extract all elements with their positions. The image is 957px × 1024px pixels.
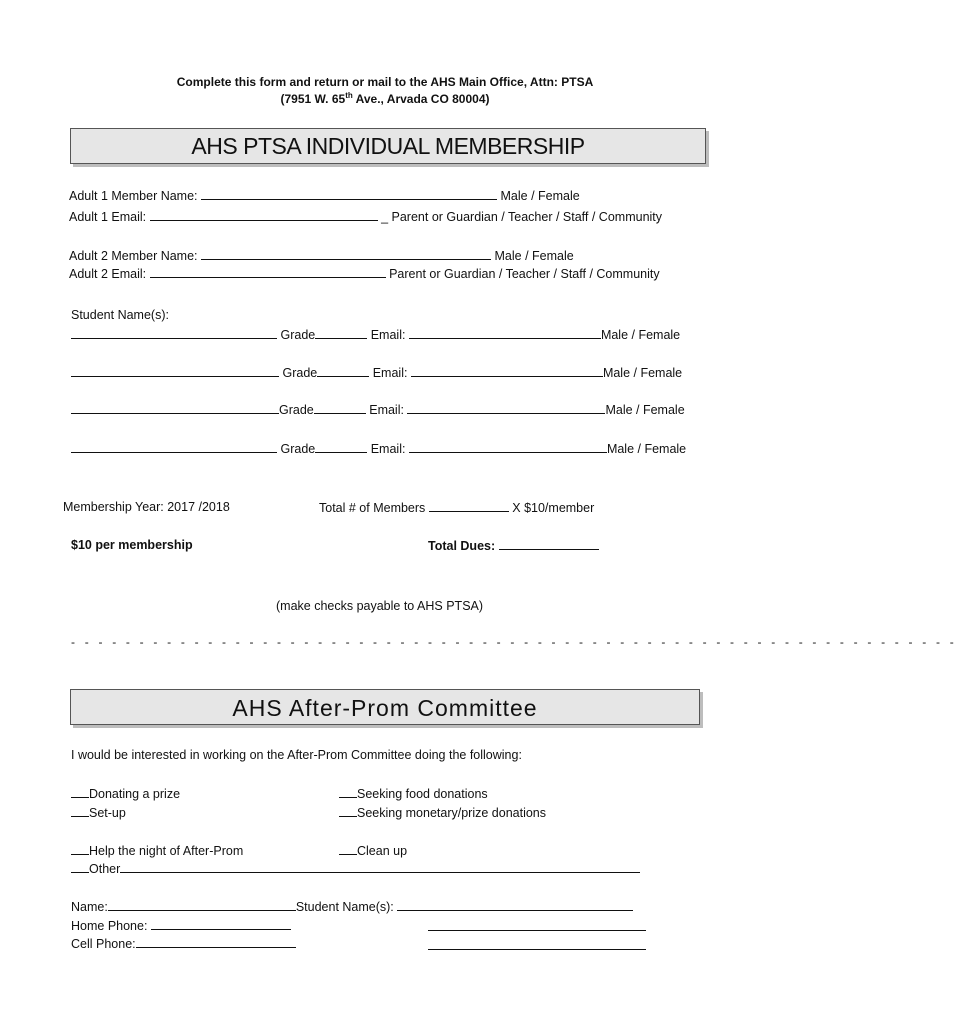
student-email-field[interactable]	[407, 402, 605, 414]
per-membership-note: $10 per membership	[71, 538, 193, 552]
option-label: Help the night of After-Prom	[89, 844, 244, 858]
grade-field[interactable]	[315, 441, 367, 453]
contact-name-row	[71, 899, 633, 914]
home-phone-row	[71, 918, 291, 933]
student-names-line-3[interactable]	[428, 949, 646, 950]
address-post: Ave., Arvada CO 80004)	[352, 92, 490, 106]
other-field[interactable]	[120, 861, 640, 873]
option-label: Other	[89, 862, 121, 876]
grade-label: Grade	[280, 328, 316, 342]
student-email-field[interactable]	[409, 327, 601, 339]
instructions-line-1: Complete this form and return or mail to the AHS Main Office, Attn: PTSA	[176, 75, 594, 89]
adult2-name-label: Adult 2 Member Name:	[69, 249, 198, 263]
membership-title: AHS PTSA INDIVIDUAL MEMBERSHIP	[191, 133, 585, 159]
grade-field[interactable]	[314, 402, 366, 414]
adult2-email-label: Adult 2 Email:	[69, 267, 147, 281]
option-checkline[interactable]	[71, 861, 89, 873]
option-night-of	[71, 843, 243, 858]
option-label: Seeking monetary/prize donations	[357, 806, 547, 820]
student-row	[71, 365, 682, 380]
cut-line-divider: - - - - - - - - - - - - - - - - - - - - - - - - - - - - - - - - - - - - - - - - - - - - - - - - - - - - - - - - - - - - - - - - -	[71, 635, 957, 649]
student-names-field[interactable]	[397, 899, 633, 911]
option-checkline[interactable]	[339, 805, 357, 817]
checks-note: (make checks payable to AHS PTSA)	[276, 599, 484, 613]
student-gender: Male / Female	[600, 328, 681, 342]
adult2-name-field[interactable]	[201, 248, 491, 260]
instructions-line-2	[0, 91, 770, 106]
afterprom-title: AHS After-Prom Committee	[232, 695, 538, 721]
adult2-name-row	[69, 248, 574, 263]
email-label: Email:	[369, 403, 404, 417]
name-field[interactable]	[108, 899, 296, 911]
option-label: Set-up	[89, 806, 126, 820]
option-cleanup	[339, 843, 407, 858]
adult1-email-label: Adult 1 Email:	[69, 210, 147, 224]
student-row	[71, 441, 686, 456]
student-name-field[interactable]	[71, 327, 277, 339]
adult1-gender: Male / Female	[500, 189, 580, 203]
adult1-name-row	[69, 188, 580, 203]
student-name-field[interactable]	[71, 365, 279, 377]
option-label: Seeking food donations	[357, 787, 488, 801]
cell-phone-field[interactable]	[136, 936, 296, 948]
adult2-gender: Male / Female	[494, 249, 574, 263]
student-row	[71, 402, 685, 417]
rate-label: X $10/member	[512, 501, 595, 515]
student-name-field[interactable]	[71, 441, 277, 453]
total-dues-row	[428, 538, 599, 553]
membership-title-banner	[70, 128, 706, 164]
student-email-field[interactable]	[411, 365, 603, 377]
grade-field[interactable]	[315, 327, 367, 339]
option-checkline[interactable]	[71, 843, 89, 855]
cell-phone-row	[71, 936, 296, 951]
adult1-name-field[interactable]	[201, 188, 497, 200]
afterprom-title-banner	[70, 689, 700, 725]
email-label: Email:	[370, 328, 406, 342]
adult1-name-label: Adult 1 Member Name:	[69, 189, 198, 203]
option-food-donations	[339, 786, 488, 801]
address-sup: th	[345, 91, 353, 100]
total-members-label: Total # of Members	[319, 501, 426, 515]
home-phone-field[interactable]	[151, 918, 291, 930]
adult1-email-row	[69, 209, 662, 224]
option-other	[71, 861, 640, 876]
grade-label: Grade	[282, 366, 318, 380]
student-name-field[interactable]	[71, 402, 279, 414]
option-label: Clean up	[357, 844, 408, 858]
adult2-email-field[interactable]	[150, 266, 386, 278]
student-row	[71, 327, 680, 342]
cell-phone-label: Cell Phone:	[71, 937, 136, 951]
student-gender: Male / Female	[602, 366, 683, 380]
option-setup	[71, 805, 126, 820]
adult1-email-field[interactable]	[150, 209, 378, 221]
total-members-field[interactable]	[429, 500, 509, 512]
student-gender: Male / Female	[605, 403, 685, 417]
option-label: Donating a prize	[89, 787, 181, 801]
adult2-email-row	[69, 266, 660, 281]
grade-field[interactable]	[317, 365, 369, 377]
adult2-role: Parent or Guardian / Teacher / Staff / Community	[389, 267, 660, 281]
student-names-line-2[interactable]	[428, 930, 646, 931]
option-checkline[interactable]	[339, 843, 357, 855]
total-members-row	[319, 500, 594, 515]
total-dues-label: Total Dues:	[428, 539, 496, 553]
option-checkline[interactable]	[339, 786, 357, 798]
total-dues-field[interactable]	[499, 538, 599, 550]
option-checkline[interactable]	[71, 805, 89, 817]
grade-label: Grade	[280, 442, 316, 456]
student-gender: Male / Female	[606, 442, 687, 456]
email-label: Email:	[370, 442, 406, 456]
option-monetary-donations	[339, 805, 546, 820]
student-email-field[interactable]	[409, 441, 607, 453]
home-phone-label: Home Phone:	[71, 919, 148, 933]
email-label: Email:	[372, 366, 408, 380]
name-label: Name:	[71, 900, 108, 914]
adult1-role: _ Parent or Guardian / Teacher / Staff / Community	[381, 210, 663, 224]
membership-year: Membership Year: 2017 /2018	[63, 500, 230, 514]
address-pre: (7951 W. 65	[280, 92, 346, 106]
afterprom-intro: I would be interested in working on the After-Prom Committee doing the following:	[71, 748, 522, 762]
option-checkline[interactable]	[71, 786, 89, 798]
student-names-label: Student Name(s):	[295, 900, 394, 914]
students-label: Student Name(s):	[71, 308, 169, 322]
option-donating-prize	[71, 786, 180, 801]
grade-label: Grade	[279, 403, 314, 417]
